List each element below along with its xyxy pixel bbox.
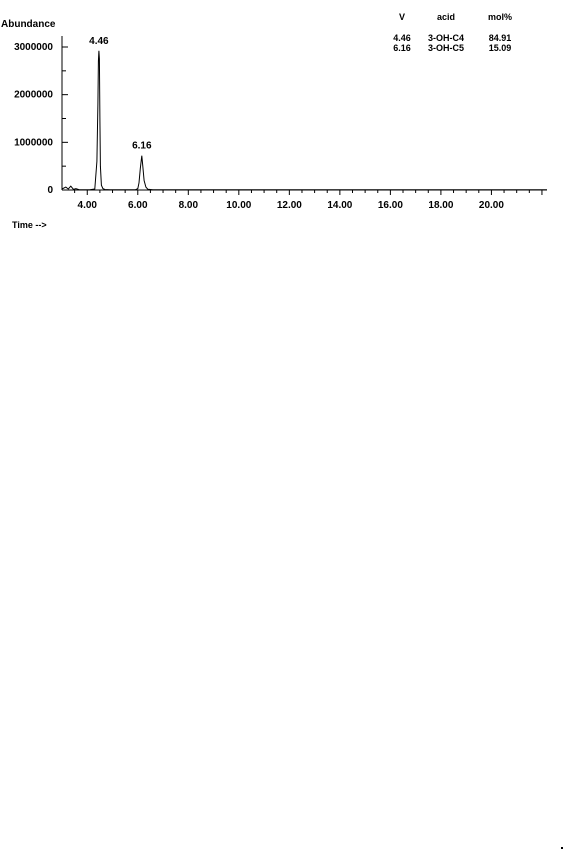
x-tick-label: 10.00: [226, 200, 252, 211]
table-cell: 3-OH-C4: [427, 33, 465, 43]
chromatogram-trace: [62, 51, 547, 190]
x-tick-label: 14.00: [327, 200, 353, 211]
y-tick-label: 1000000: [14, 137, 53, 149]
table-header: mol%: [487, 12, 513, 22]
y-tick-label: 0: [47, 185, 53, 196]
peak-label: 6.16: [132, 140, 152, 152]
y-tick-label: 2000000: [14, 89, 53, 101]
y-axis-label: Abundance: [1, 19, 56, 30]
table-cell: 15.09: [488, 43, 512, 53]
y-tick-label: 3000000: [14, 42, 53, 53]
corner-dot: [561, 847, 563, 849]
chromatogram-chart: [0, 0, 567, 250]
results-table: [393, 12, 512, 53]
x-tick-label: 20.00: [478, 200, 504, 211]
x-tick-label: 4.00: [77, 200, 97, 211]
table-cell: 4.46: [393, 33, 411, 43]
y-axis: [14, 36, 68, 196]
table-cell: 3-OH-C5: [427, 43, 465, 53]
table-header: acid: [436, 12, 456, 22]
x-tick-label: 16.00: [377, 200, 403, 211]
peak-label: 4.46: [89, 35, 109, 47]
x-tick-label: 12.00: [276, 200, 302, 211]
table-cell: 6.16: [393, 43, 411, 53]
x-axis-label: Time -->: [12, 220, 47, 230]
table-cell: 84.91: [488, 33, 512, 43]
x-axis: [62, 190, 547, 211]
x-tick-label: 18.00: [428, 200, 454, 211]
table-header: V: [398, 12, 406, 22]
x-tick-label: 6.00: [128, 200, 148, 211]
x-tick-label: 8.00: [178, 200, 199, 211]
